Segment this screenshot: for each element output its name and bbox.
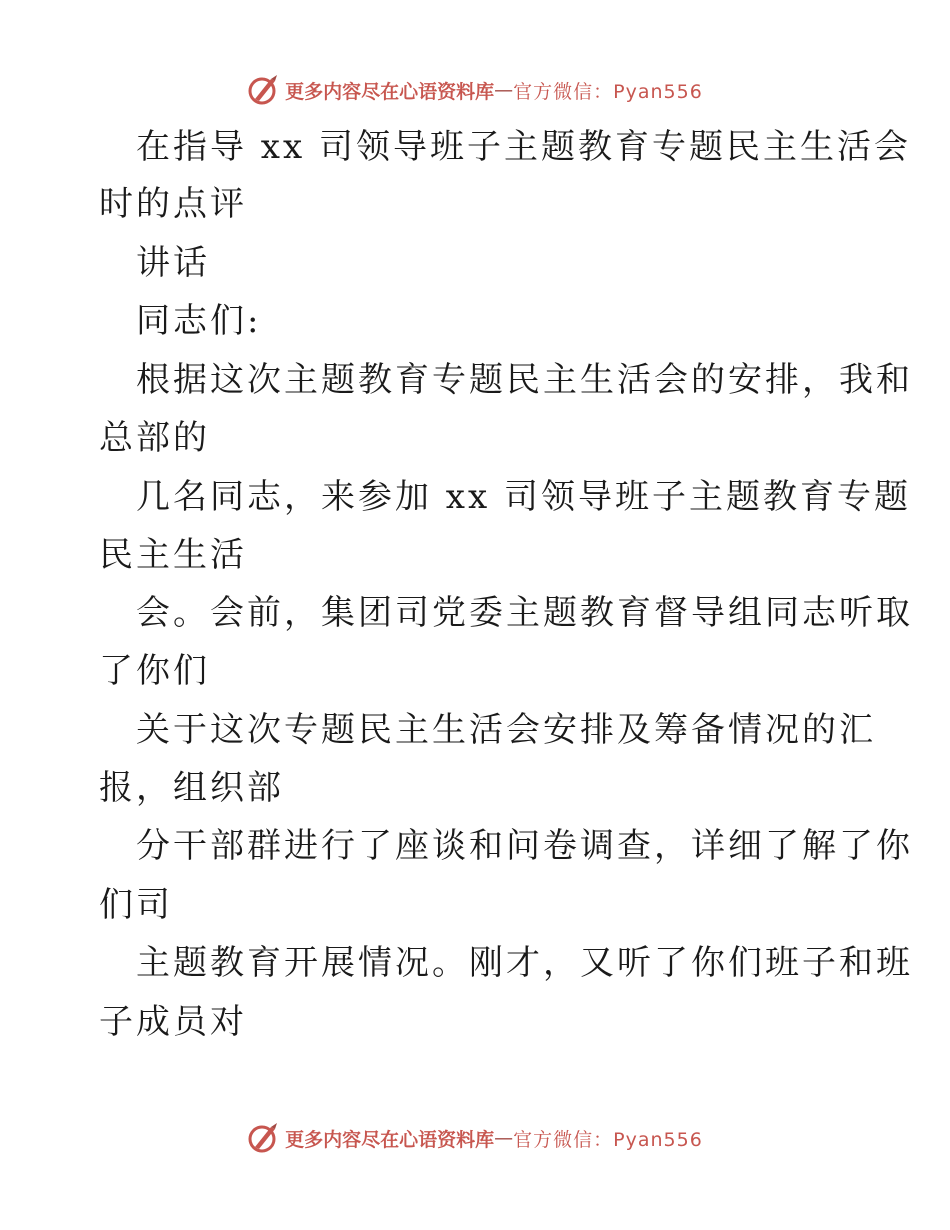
text-line: 分干部群进行了座谈和问卷调查，详细了解了你: [136, 826, 913, 866]
text-line: 报，组织部: [99, 768, 284, 808]
quill-logo-icon: [247, 1121, 281, 1155]
text-line: 关于这次专题民主生活会安排及筹备情况的汇: [136, 710, 876, 750]
watermark-site-text: 更多内容尽在心语资料库: [285, 80, 495, 103]
text-line: 几名同志，来参加 xx 司领导班子主题教育专题: [136, 477, 911, 517]
watermark-site-text: 更多内容尽在心语资料库: [285, 1128, 495, 1151]
header-watermark: [0, 70, 950, 110]
watermark-wechat-text: 官方微信：Pyan556: [513, 80, 703, 103]
footer-watermark: [0, 1118, 950, 1158]
text-line: 时的点评: [99, 184, 247, 224]
text-line: 会。会前，集团司党委主题教育督导组同志听取: [136, 593, 913, 633]
text-line: 讲话: [136, 243, 210, 283]
watermark-separator: —: [494, 79, 514, 101]
text-line: 同志们:: [136, 301, 262, 341]
text-line: 根据这次主题教育专题民主生活会的安排，我和: [136, 360, 913, 400]
text-line: 们司: [99, 885, 173, 925]
watermark-separator: —: [494, 1127, 514, 1149]
text-line: 了你们: [99, 651, 210, 691]
text-line: 在指导 xx 司领导班子主题教育专题民主生活会: [136, 127, 911, 167]
text-line: 总部的: [99, 418, 210, 458]
watermark-wechat-text: 官方微信：Pyan556: [513, 1128, 703, 1151]
text-line: 民主生活: [99, 535, 247, 575]
text-line: 子成员对: [99, 1002, 247, 1042]
text-line: 主题教育开展情况。刚才，又听了你们班子和班: [136, 943, 913, 983]
quill-logo-icon: [247, 73, 281, 107]
